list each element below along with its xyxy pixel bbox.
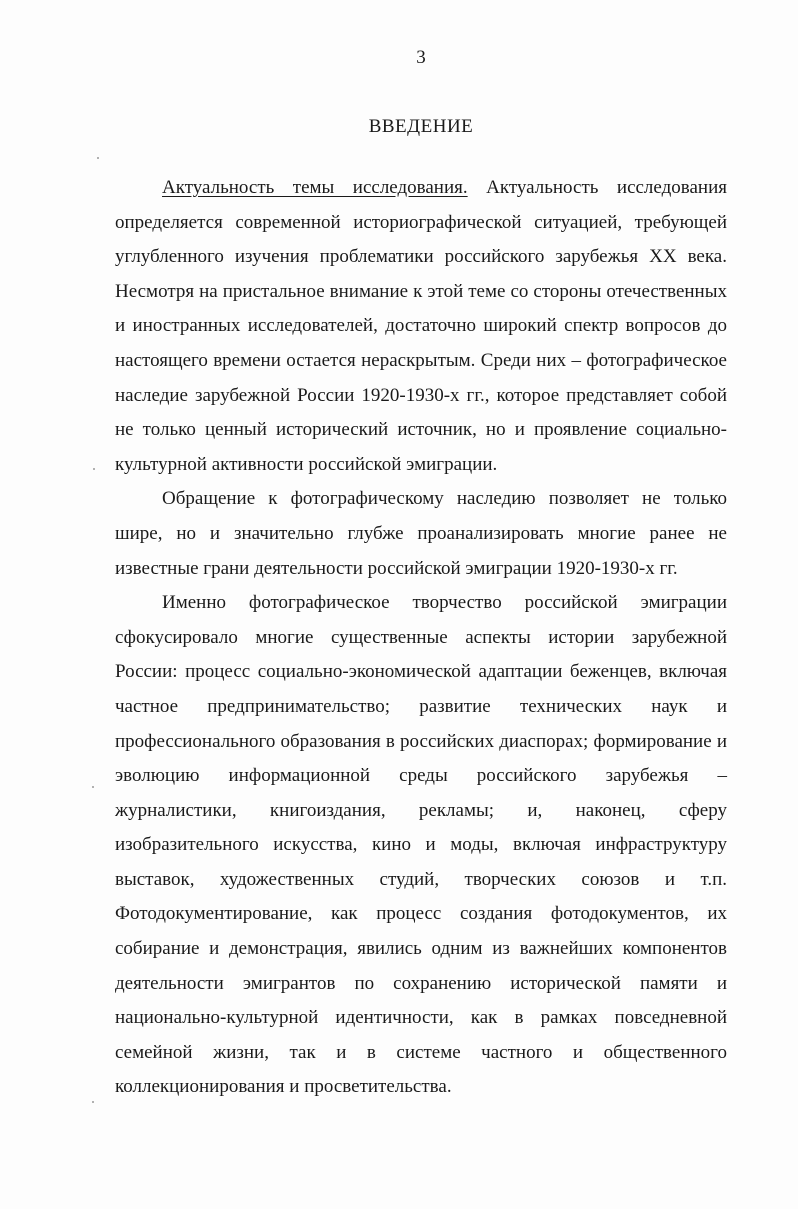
line-text: Актуальность исследования [467,177,727,198]
scan-speck [97,157,99,159]
section-title-relevance: Актуальность темы исследования. [162,177,468,198]
paragraph-line: не только ценный исторический источник, но и проявление социально- [115,419,727,441]
paragraph-line: профессионального образования в российских диаспорах; формирование и [115,730,727,752]
paragraph-line: Обращение к фотографическому наследию позволяет не только [162,488,727,510]
paragraph-line [115,171,727,206]
paragraph-line: собирание и демонстрация, явились одним из важнейших компонентов [115,938,727,960]
paragraph-photography [115,586,727,1105]
page-title: ВВЕДЕНИЕ [368,116,474,137]
paragraph-line: эволюцию информационной среды российского зарубежья – [115,765,727,787]
paragraph-line: журналистики, книгоиздания, рекламы; и, наконец, сферу [115,799,727,821]
paragraph-line: деятельности эмигрантов по сохранению исторической памяти и [115,972,727,994]
paragraph-line: известные грани деятельности российской эмиграции 1920-1930-х гг. [115,557,678,579]
paragraph-line: частное предпринимательство; развитие технических наук и [115,695,727,717]
paragraph-line: культурной активности российской эмиграции. [115,453,498,475]
paragraph-line: коллекционирования и просветительства. [115,1076,452,1098]
paragraph-line: шире, но и значительно глубже проанализировать многие ранее не [115,522,727,544]
scan-speck [92,1101,94,1103]
paragraph-line: Фотодокументирование, как процесс создания фотодокументов, их [115,903,727,925]
paragraph-line: углубленного изучения проблематики российского зарубежья XX века. [115,246,727,268]
paragraph-line: изобразительного искусства, кино и моды, включая инфраструктуру [115,834,727,856]
page-number: 3 [416,47,426,68]
paragraph-line: и иностранных исследователей, достаточно широкий спектр вопросов до [115,315,727,337]
paragraph-line: определяется современной историографической ситуацией, требующей [115,211,727,233]
scan-speck [93,468,95,470]
paragraph-line: России: процесс социально-экономической адаптации беженцев, включая [115,661,727,683]
paragraph-line: семейной жизни, так и в системе частного и общественного [115,1041,727,1063]
paragraph-line: национально-культурной идентичности, как в рамках повседневной [115,1007,727,1029]
paragraph-line: наследие зарубежной России 1920-1930-х гг., которое представляет собой [115,384,727,406]
paragraph-line: выставок, художественных студий, творческих союзов и т.п. [115,868,727,890]
document-body [115,171,727,1105]
paragraph-line: Несмотря на пристальное внимание к этой теме со стороны отечественных [115,280,727,302]
paragraph-line: настоящего времени остается нераскрытым. Среди них – фотографическое [115,349,727,371]
paragraph-line: сфокусировало многие существенные аспекты истории зарубежной [115,626,727,648]
scan-speck [92,786,94,788]
paragraph-relevance [115,171,727,482]
paragraph-line: Именно фотографическое творчество российской эмиграции [162,592,727,614]
paragraph-appeal [115,482,727,586]
